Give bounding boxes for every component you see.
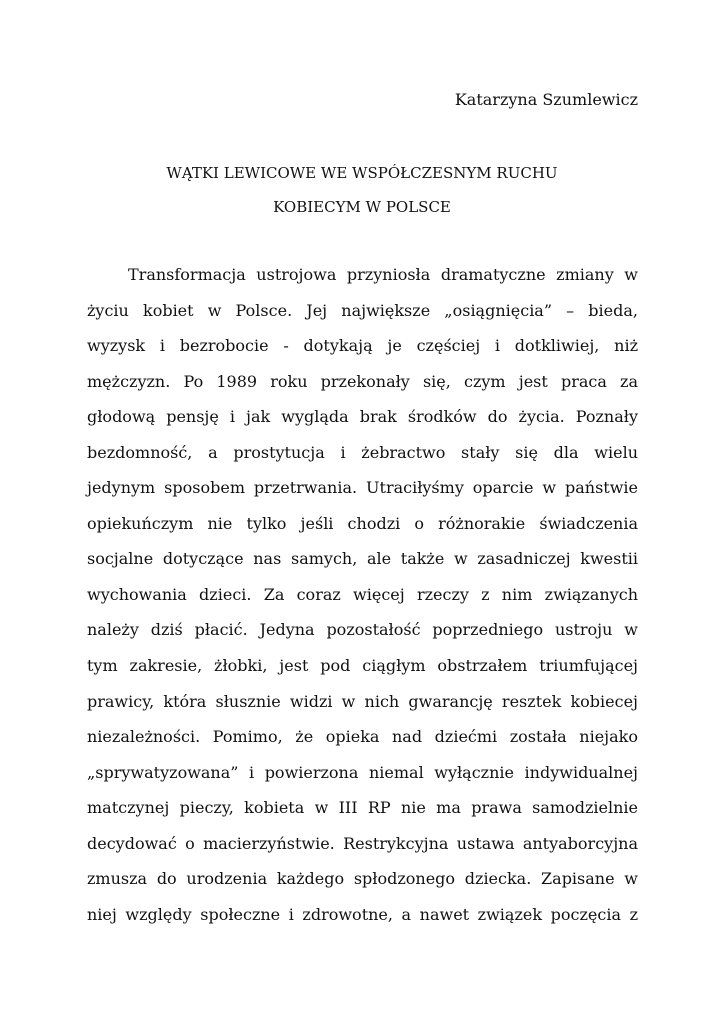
body-line: bezdomność, a prostytucja i żebractwo stały się dla wielu [87,442,638,462]
body-paragraph [87,265,638,940]
body-line: Transformacja ustrojowa przyniosła dramatyczne zmiany w [128,265,638,284]
body-line: tym zakresie, żłobki, jest pod ciągłym obstrzałem triumfującej [87,656,638,676]
body-line: życiu kobiet w Polsce. Jej największe „osiągnięcia” – bieda, [87,300,638,320]
body-line: mężczyzn. Po 1989 roku przekonały się, czym jest praca za [87,371,638,391]
body-line: zmusza do urodzenia każdego spłodzonego dziecka. Zapisane w [87,869,638,889]
body-line: niej względy społeczne i zdrowotne, a nawet związek poczęcia z [87,904,638,924]
body-line: matczynej pieczy, kobieta w III RP nie ma prawa samodzielnie [87,798,638,818]
body-line: głodową pensję i jak wygląda brak środków do życia. Poznały [87,407,638,427]
body-line: decydować o macierzyństwie. Restrykcyjna ustawa antyaborcyjna [87,833,638,853]
body-line: opiekuńczym nie tylko jeśli chodzi o różnorakie świadczenia [87,513,638,533]
body-line: należy dziś płacić. Jedyna pozostałość poprzedniego ustroju w [87,620,638,640]
title-line-2: KOBIECYM W POLSCE [273,198,451,216]
body-line: wyzysk i bezrobocie - dotykają je częściej i dotkliwiej, niż [87,336,638,356]
body-line: jedynym sposobem przetrwania. Utraciłyśmy oparcie w państwie [87,478,638,498]
body-line: „sprywatyzowana” i powierzona niemal wyłącznie indywidualnej [87,762,638,782]
title-line-1: WĄTKI LEWICOWE WE WSPÓŁCZESNYM RUCHU [166,164,558,182]
body-line: niezależności. Pomimo, że opieka nad dziećmi została niejako [87,727,638,747]
author-name: Katarzyna Szumlewicz [454,90,638,109]
body-line: socjalne dotyczące nas samych, ale także w zasadniczej kwestii [87,549,638,569]
body-line: prawicy, która słusznie widzi w nich gwarancję resztek kobiecej [87,691,638,711]
body-line: wychowania dzieci. Za coraz więcej rzeczy z nim związanych [87,584,638,604]
